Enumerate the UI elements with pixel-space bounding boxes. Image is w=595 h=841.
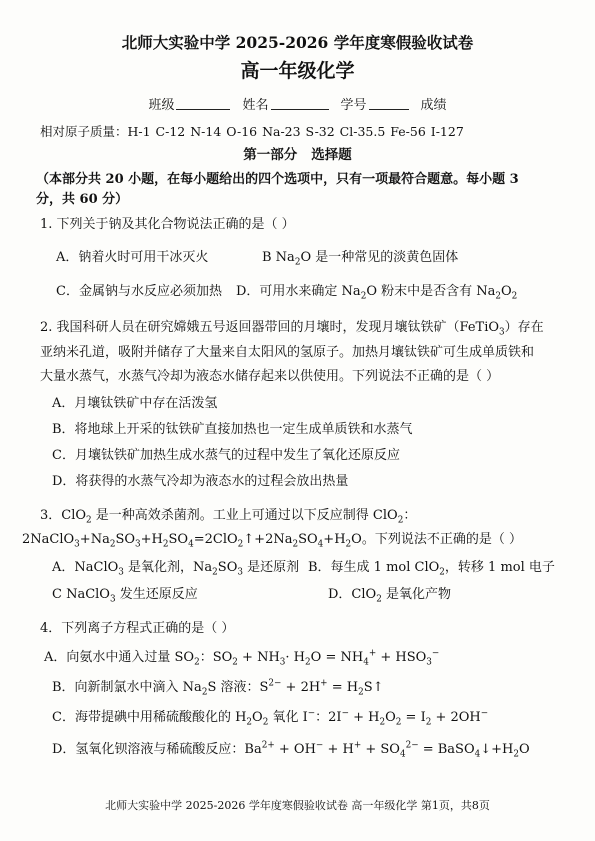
page-footer: 北师大实验中学 2025-2026 学年度寒假验收试卷 高一年级化学 第1页，共8页: [105, 799, 490, 812]
q3-option-b[interactable]: B．每生成 1 mol ClO$_2$，转移 1 mol 电子: [308, 560, 555, 578]
part1-instructions-2: 分，共 60 分）: [36, 192, 129, 207]
part1-instructions-1: （本部分共 20 小题，在每小题给出的四个选项中，只有一项最符合题意。每小题 3: [36, 172, 519, 187]
q4-option-c[interactable]: C．海带提碘中用稀硫酸酸化的 $H_2O_2$ 氧化 I−：$2I^- + H_2O_2 = I_2 + 2OH^-$: [52, 708, 489, 728]
exam-subtitle: 高一年级化学: [240, 60, 355, 82]
q4-option-d[interactable]: D．氢氧化钡溶液与稀硫酸反应：$Ba^{2+} + OH^- + H^+ + SO_4^{2-}$ = $BaSO_4↓+H_2O$: [52, 740, 530, 760]
student-info-row: [0, 97, 595, 114]
q4-stem: 4．下列离子方程式正确的是（ ）: [40, 621, 235, 636]
q2-option-c[interactable]: C．月壤钛铁矿加热生成水蒸气的过程中发生了氧化还原反应: [52, 448, 400, 463]
q3-equation: $2NaClO_3+Na_2SO_3+H_2SO_4=2ClO_2↑+2Na_2SO_4+H_2O$。下列说法不正确的是（ ）: [22, 532, 522, 550]
q3-option-c[interactable]: C NaClO$_3$ 发生还原反应: [52, 587, 198, 605]
q1-option-c[interactable]: C．金属钠与水反应必须加热: [56, 284, 222, 299]
exam-title: 北师大实验中学 2025-2026 学年度寒假验收试卷: [121, 33, 474, 52]
name-blank[interactable]: [271, 97, 329, 110]
name-label: 姓名: [242, 98, 269, 113]
id-blank[interactable]: [369, 97, 409, 110]
score-label: 成绩: [420, 98, 447, 113]
class-label: 班级: [148, 98, 175, 113]
q2-option-d[interactable]: D．将获得的水蒸气冷却为液态水的过程会放出热量: [52, 474, 349, 489]
q3-option-d[interactable]: D．ClO$_2$ 是氧化产物: [328, 587, 451, 605]
q1-option-b[interactable]: B $Na_2O$ 是一种常见的淡黄色固体: [262, 250, 459, 268]
q4-option-b[interactable]: B．向新制氯水中滴入 $Na_2S$ 溶液：$S^{2-} + 2H^+$ = $H_2S↑$: [52, 678, 384, 698]
q2-option-b[interactable]: B．将地球上开采的钛铁矿直接加热也一定生成单质铁和水蒸气: [52, 422, 413, 437]
q3-line-1: 3．ClO$_2$ 是一种高效杀菌剂。工业上可通过以下反应制得 ClO$_2$：: [40, 508, 417, 526]
atomic-masses: 相对原子质量：H-1 C-12 N-14 O-16 Na-23 S-32 Cl-35.5 Fe-56 I-127: [40, 124, 464, 139]
q1-option-a[interactable]: A．钠着火时可用干冰灭火: [56, 250, 209, 265]
q2-line-1: 2. 我国科研人员在研究嫦娥五号返回器带回的月壤时，发现月壤钛铁矿（FeTiO$_3$）存在: [40, 320, 544, 338]
id-label: 学号: [340, 98, 367, 113]
q2-line-2: 亚纳米孔道，吸附并储存了大量来自太阳风的氢原子。加热月壤钛铁矿可生成单质铁和: [40, 345, 535, 360]
part1-title: 第一部分 选择题: [243, 147, 352, 163]
q2-line-3: 大量水蒸气，水蒸气冷却为液态水储存起来以供使用。下列说法不正确的是（ ）: [40, 369, 500, 384]
q1-option-d[interactable]: D．可用水来确定 $Na_2O$ 粉末中是否含有 $Na_2O_2$: [236, 284, 518, 302]
q4-option-a[interactable]: A．向氨水中通入过量 $SO_2$：$SO_2 + NH_3\cdot H_2O = NH_4^+ + HSO_3^-$: [44, 648, 440, 668]
q2-option-a[interactable]: A．月壤钛铁矿中存在活泼氢: [52, 396, 218, 411]
q3-option-a[interactable]: A．NaClO$_3$ 是氧化剂，$Na_2SO_3$ 是还原剂: [52, 560, 300, 578]
q1-stem: 1. 下列关于钠及其化合物说法正确的是（ ）: [40, 217, 295, 232]
class-blank[interactable]: [176, 97, 230, 110]
